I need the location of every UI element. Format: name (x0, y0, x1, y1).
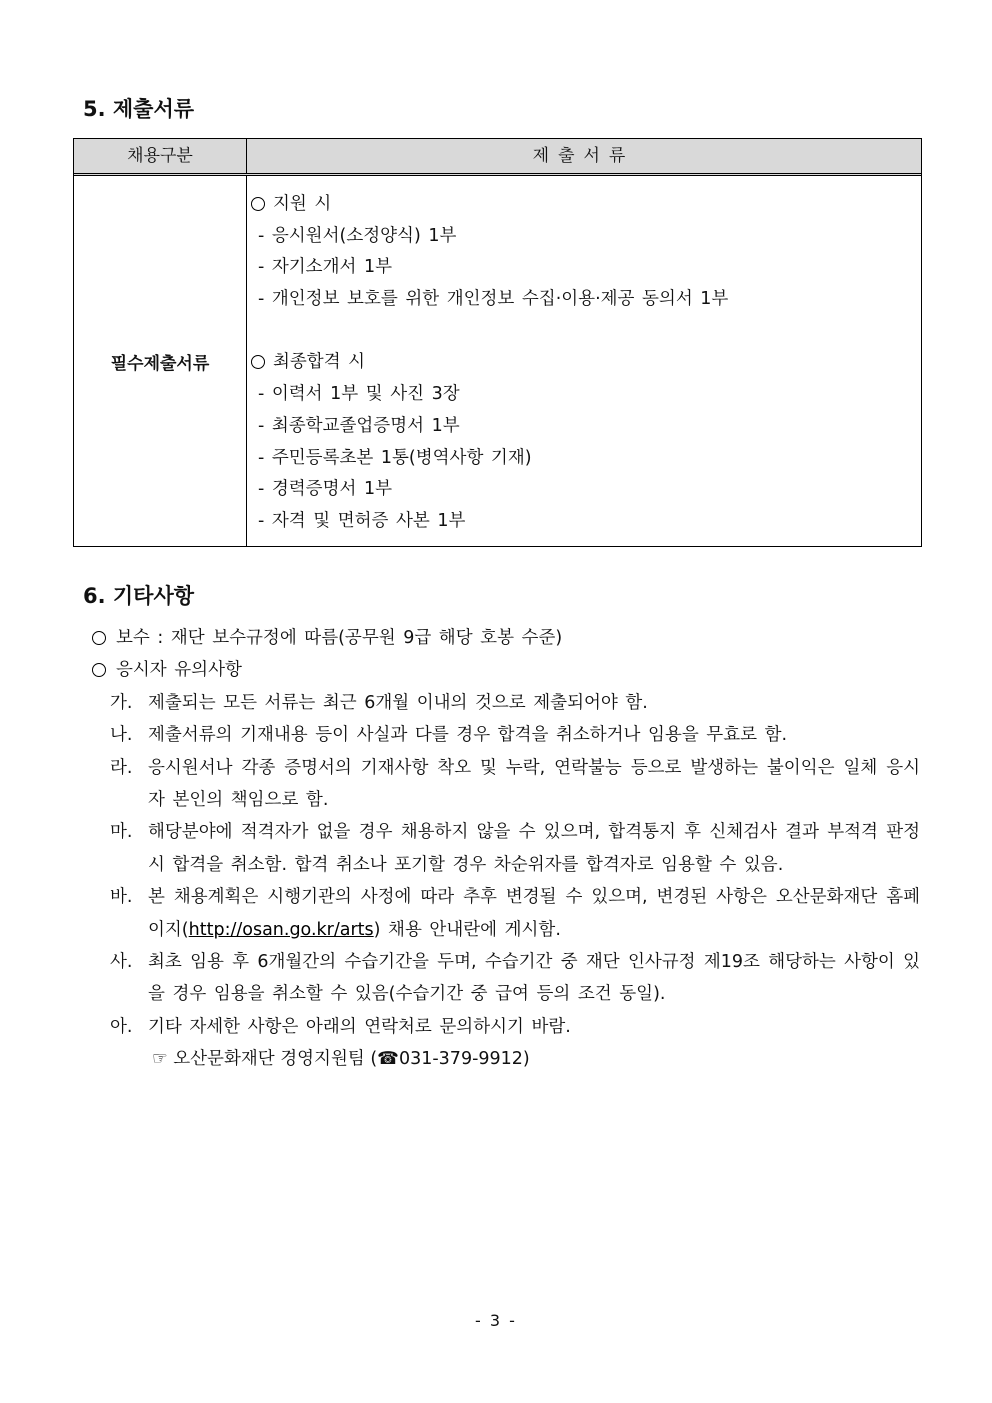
column-divider (246, 176, 247, 546)
note-item: 마. 해당분야에 적격자가 없을 경우 채용하지 않을 수 있으며, 합격통지 후 신체검사 결과 부적격 판정 시 합격을 취소함. 합격 취소나 포기할 경우 차순위자를 합격자로 임용할 수 있음. (110, 822, 920, 875)
list-item: - 개인정보 보호를 위한 개인정보 수집·이용·제공 동의서 1부 (258, 289, 729, 310)
spacer (251, 316, 916, 348)
contact-line: ☞ 오산문화재단 경영지원팀 (☎031-379-9912) (152, 1049, 530, 1070)
note-item: 아. 기타 자세한 사항은 아래의 연락처로 문의하시기 바람. (110, 1016, 571, 1037)
note-item: 가. 제출되는 모든 서류는 최근 6개월 이내의 것으로 제출되어야 함. (110, 692, 648, 713)
section-6-body (92, 622, 924, 1076)
note-item: 사. 최초 임용 후 6개월간의 수습기간을 두며, 수습기간 중 재단 인사규정 제19조 해당하는 사항이 있을 경우 임용을 취소할 수 있음(수습기간 중 급여 등의 조건 동일). (110, 952, 920, 1005)
header-documents: 제출서류 (532, 146, 635, 166)
documents-cell (251, 189, 916, 538)
list-item: - 자격 및 면허증 사본 1부 (258, 510, 466, 531)
list-item: - 경력증명서 1부 (258, 479, 393, 500)
list-item: - 주민등록초본 1통(병역사항 기재) (258, 447, 532, 468)
homepage-link[interactable]: http://osan.go.kr/arts (188, 919, 374, 940)
salary-bullet: 보수 : 재단 보수규정에 따름(공무원 9급 해당 호봉 수준) (92, 622, 924, 654)
section-6-title: 6. 기타사항 (83, 584, 195, 608)
page-number: - 3 - (475, 1311, 517, 1330)
documents-table (73, 138, 922, 547)
group-title-final: 최종합격 시 (251, 347, 916, 379)
header-category: 채용구분 (74, 139, 247, 173)
group-title-application: 지원 시 (251, 189, 916, 221)
list-item: - 이력서 1부 및 사진 3장 (258, 384, 460, 405)
table-header-row (74, 139, 921, 176)
note-item: 나. 제출서류의 기재내용 등이 사실과 다를 경우 합격을 취소하거나 임용을 무효로 함. (110, 725, 788, 746)
list-item: - 응시원서(소정양식) 1부 (258, 225, 457, 246)
note-item: 라. 응시원서나 각종 증명서의 기재사항 착오 및 누락, 연락불능 등으로 발생하는 불이익은 일체 응시자 본인의 책임으로 함. (110, 757, 920, 810)
section-5-title: 5. 제출서류 (83, 97, 195, 121)
circle-bullet-icon (92, 663, 106, 677)
category-cell: 필수제출서류 (110, 353, 210, 374)
circle-bullet-icon (251, 355, 265, 369)
note-item: 바. 본 채용계획은 시행기관의 사정에 따라 추후 변경될 수 있으며, 변경된 사항은 오산문화재단 홈페이지(http://osan.go.kr/arts) 채용 안내란에 게시함. (110, 887, 920, 940)
list-item: - 자기소개서 1부 (258, 257, 393, 278)
circle-bullet-icon (92, 631, 106, 645)
list-item: - 최종학교졸업증명서 1부 (258, 415, 460, 436)
notice-bullet: 응시자 유의사항 (92, 654, 924, 686)
circle-bullet-icon (251, 197, 265, 211)
